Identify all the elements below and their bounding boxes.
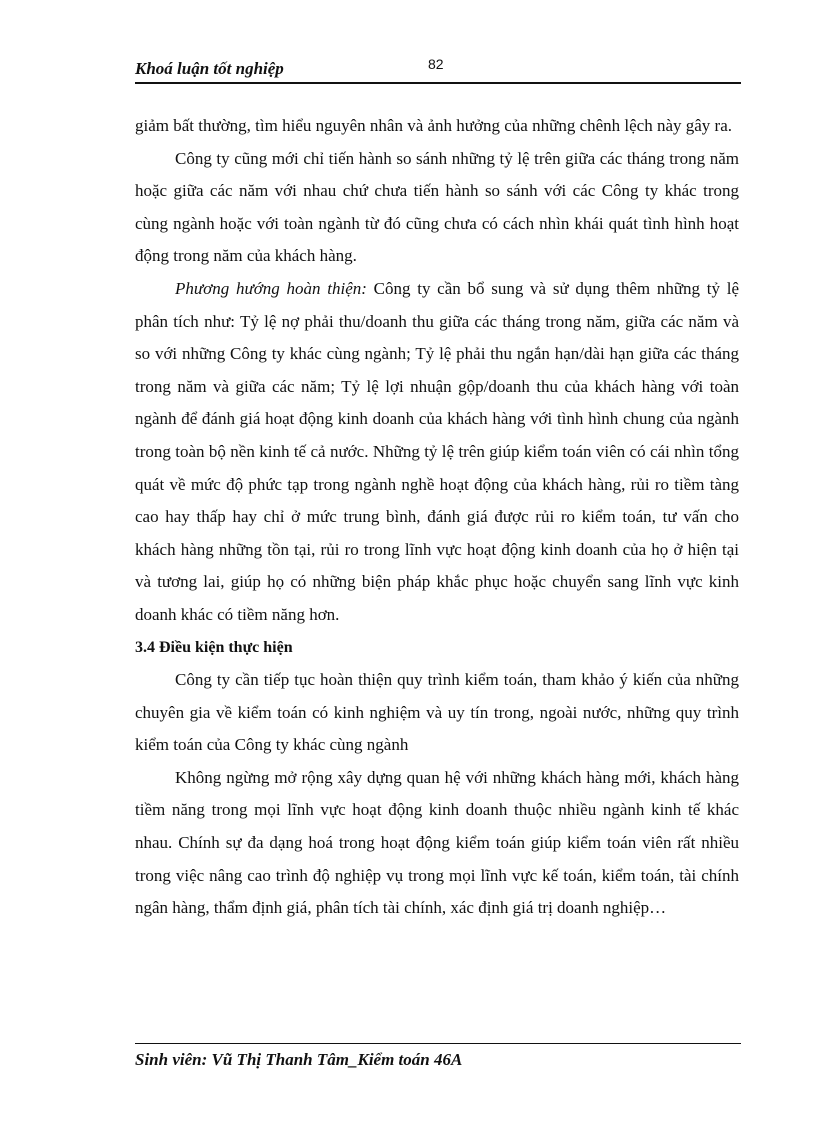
paragraph-1: giảm bất thường, tìm hiểu nguyên nhân và ảnh hưởng của những chênh lệch này gây ra. xyxy=(135,116,733,135)
page-number: 82 xyxy=(428,56,444,72)
paragraph-3 xyxy=(135,273,739,632)
paragraph-2: Công ty cũng mới chỉ tiến hành so sánh những tỷ lệ trên giữa các tháng trong năm hoặc giữa các năm với nhau chứ chưa tiến hành so sánh với các Công ty khác trong cùng ngành hoặc với toàn ngành từ đó cũng chưa có cách nhìn khái quát tình hình hoạt động trong năm của khách hàng. xyxy=(135,148,739,266)
section-heading: 3.4 Điều kiện thực hiện xyxy=(135,638,293,656)
page-header xyxy=(135,56,741,84)
paragraph-4: Công ty cần tiếp tục hoàn thiện quy trình kiểm toán, tham khảo ý kiến của những chuyên gia về kiểm toán có kinh nghiệm và uy tín trong, ngoài nước, những quy trình kiểm toán của Công ty khác cùng ngành xyxy=(135,670,739,755)
footer-divider xyxy=(135,1043,741,1044)
footer-text: Sinh viên: Vũ Thị Thanh Tâm_Kiểm toán 46A xyxy=(135,1050,463,1069)
document-body xyxy=(135,110,739,925)
header-title: Khoá luận tốt nghiệp xyxy=(135,59,284,78)
paragraph-5: Không ngừng mở rộng xây dựng quan hệ với những khách hàng mới, khách hàng tiềm năng trong mọi lĩnh vực hoạt động kinh doanh thuộc nhiều ngành kinh tế khác nhau. Chính sự đa dạng hoá trong hoạt động kiểm toán giúp kiểm toán viên rất nhiều trong việc nâng cao trình độ nghiệp vụ trong mọi lĩnh vực kế toán, kiểm toán, tài chính ngân hàng, thẩm định giá, phân tích tài chính, xác định giá trị doanh nghiệp… xyxy=(135,767,739,918)
paragraph-3-lead: Phương hướng hoàn thiện: xyxy=(175,278,367,298)
paragraph-3-text: Công ty cần bổ sung và sử dụng thêm những tỷ lệ phân tích như: Tỷ lệ nợ phải thu/doanh thu giữa các tháng trong năm, giữa các năm và so với những Công ty khác cùng ngành; Tỷ lệ phải thu ngắn hạn/dài hạn giữa các tháng trong năm và giữa các năm; Tỷ lệ lợi nhuận gộp/doanh thu của khách hàng với toàn ngành để đánh giá hoạt động kinh doanh của khách hàng với tình hình chung của ngành trong toàn bộ nền kinh tế cả nước. Những tỷ lệ trên giúp kiểm toán viên có cái nhìn tổng quát về mức độ phức tạp trong ngành nghề hoạt động của khách hàng, rủi ro tiềm tàng cao hay thấp hay chỉ ở mức trung bình, đánh giá được rủi ro kiểm toán, tư vấn cho khách hàng những tồn tại, rủi ro trong lĩnh vực hoạt động kinh doanh của họ ở hiện tại và tương lai, giúp họ có những biện pháp khắc phục hoặc chuyển sang lĩnh vực kinh doanh khác có tiềm năng hơn. xyxy=(135,278,740,624)
